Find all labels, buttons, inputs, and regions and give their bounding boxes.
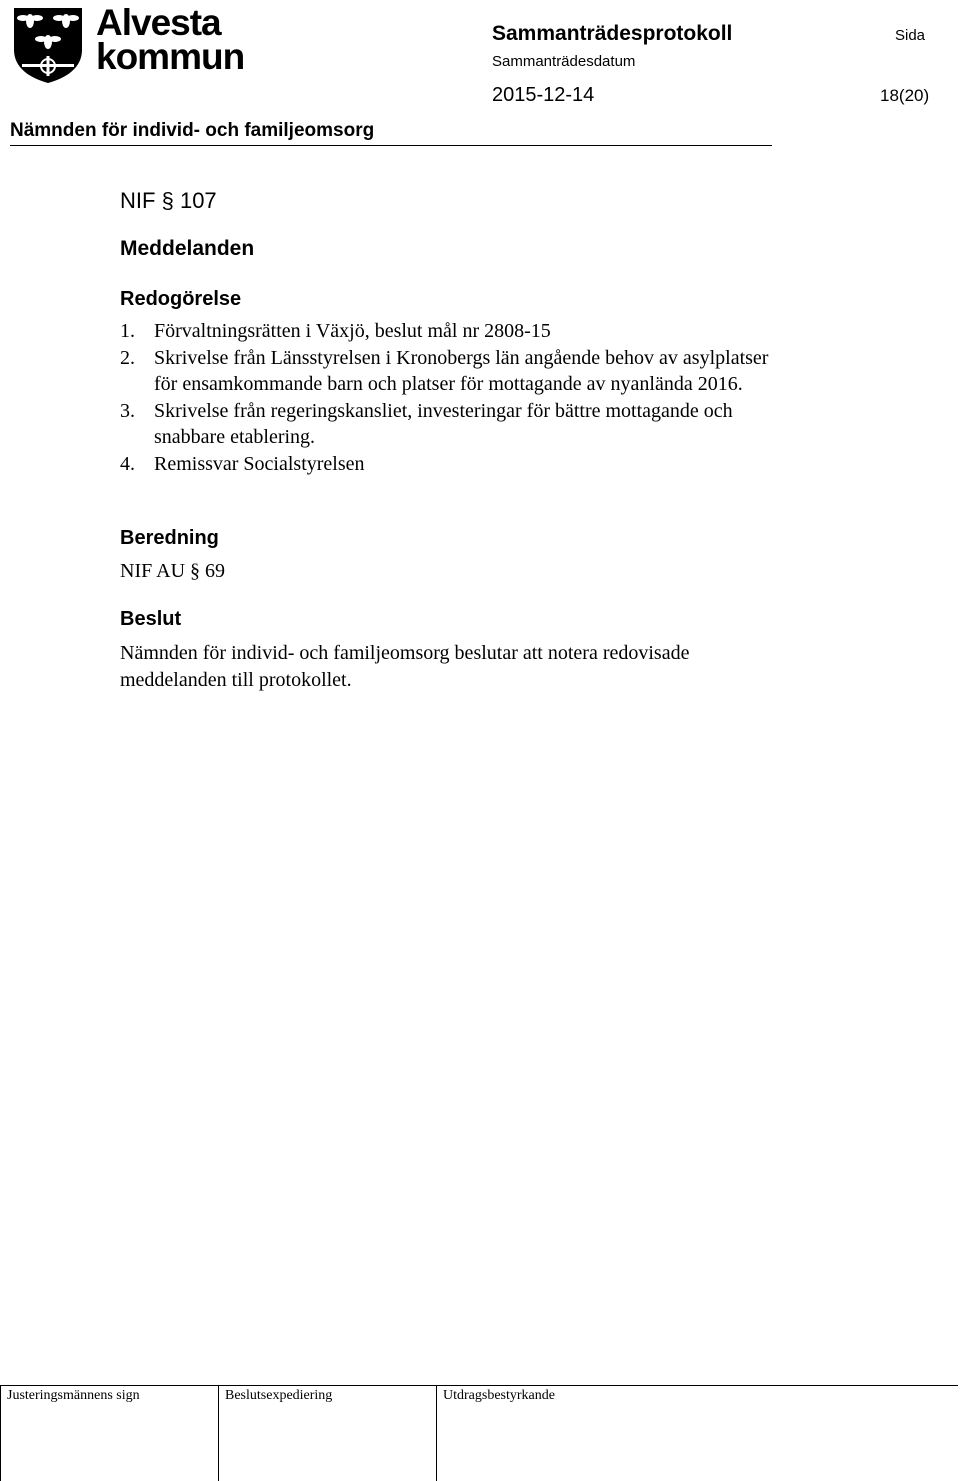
page-number: 18(20) [880, 86, 930, 105]
beredning-text: NIF AU § 69 [120, 560, 226, 582]
list-item-number: 2. [120, 346, 135, 369]
redogorelse-heading: Redogörelse [120, 288, 242, 310]
coat-of-arms-icon [10, 4, 86, 84]
list-item-number: 3. [120, 399, 135, 422]
footer-label-justering: Justeringsmännens sign [7, 1388, 140, 1403]
document-title: Sammanträdesprotokoll [492, 22, 733, 45]
section-sign: § [161, 188, 174, 213]
list-item [120, 451, 780, 478]
list-item-text: Förvaltningsrätten i Växjö, beslut mål nr 2808-15 [154, 320, 551, 342]
footer-cell-justering [0, 1386, 219, 1481]
beslut-text: Nämnden för individ- och familjeomsorg beslutar att notera redovisade meddelanden till protokollet. [120, 642, 690, 691]
footer-cell-utdrag [436, 1386, 958, 1481]
meeting-date-value: 2015-12-14 [492, 84, 595, 106]
page-label: Sida [895, 27, 926, 44]
list-item-number: 4. [120, 452, 135, 475]
list-item [120, 398, 780, 451]
section-number: 107 [179, 188, 217, 213]
redogorelse-list [120, 318, 780, 477]
beslut-heading: Beslut [120, 608, 182, 630]
footer-label-utdrag: Utdragsbestyrkande [443, 1388, 555, 1403]
section-title: Meddelanden [120, 237, 255, 260]
beredning-heading: Beredning [120, 527, 219, 549]
list-item-text: Skrivelse från Länsstyrelsen i Kronobergs län angående behov av asylplatser för ensamkommande barn och platser för mottagande av nyanlända 2016. [154, 346, 769, 395]
section-id [120, 188, 217, 214]
footer-label-expediering: Beslutsexpediering [225, 1388, 333, 1403]
footer-cell-expediering [218, 1386, 437, 1481]
meeting-date-label: Sammanträdesdatum [492, 53, 636, 70]
list-item [120, 345, 780, 398]
list-item-number: 1. [120, 320, 135, 342]
list-item-text: Remissvar Socialstyrelsen [154, 452, 365, 475]
header-divider [10, 145, 772, 146]
list-item [120, 318, 780, 345]
logo-text-line2: kommun [96, 36, 245, 77]
section-prefix: NIF [120, 188, 156, 213]
logo-text-line1: Alvesta [96, 2, 221, 43]
list-item-text: Skrivelse från regeringskansliet, investeringar för bättre mottagande och snabbare etablering. [154, 399, 733, 448]
alvesta-kommun-logo [10, 4, 250, 84]
signature-footer [0, 1385, 958, 1481]
committee-name: Nämnden för individ- och familjeomsorg [10, 120, 375, 141]
